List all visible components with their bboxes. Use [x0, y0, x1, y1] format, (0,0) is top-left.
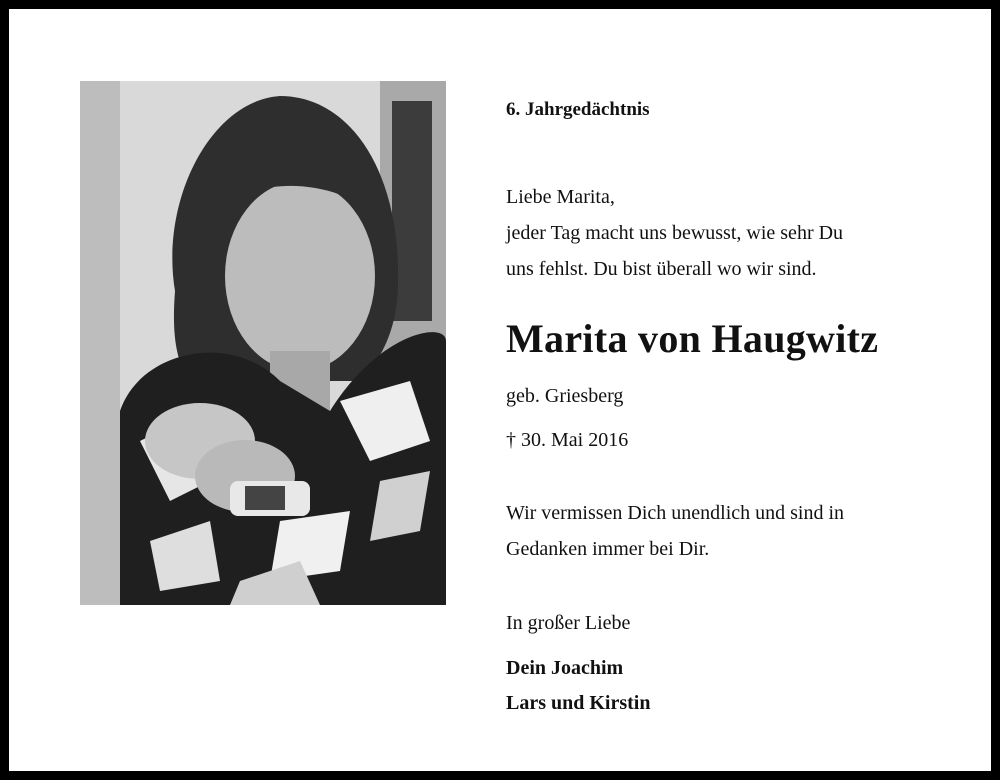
closing-line: In großer Liebe [506, 612, 631, 634]
signer: Lars und Kirstin [506, 692, 651, 714]
message-line: Wir vermissen Dich unendlich und sind in [506, 502, 845, 524]
deceased-name: Marita von Haugwitz [506, 316, 879, 361]
greeting-line: jeder Tag macht uns bewusst, wie sehr Du [506, 222, 844, 244]
greeting-line: Liebe Marita, [506, 186, 615, 208]
memorial-message [506, 495, 844, 567]
birth-name: geb. Griesberg [506, 385, 624, 407]
portrait-photo [80, 81, 446, 605]
anniversary-heading: 6. Jahrgedächtnis [506, 99, 650, 120]
signer: Dein Joachim [506, 657, 624, 679]
greeting-line: uns fehlst. Du bist überall wo wir sind. [506, 258, 817, 280]
death-date: † 30. Mai 2016 [506, 429, 629, 451]
greeting [506, 179, 843, 287]
message-line: Gedanken immer bei Dir. [506, 538, 710, 560]
